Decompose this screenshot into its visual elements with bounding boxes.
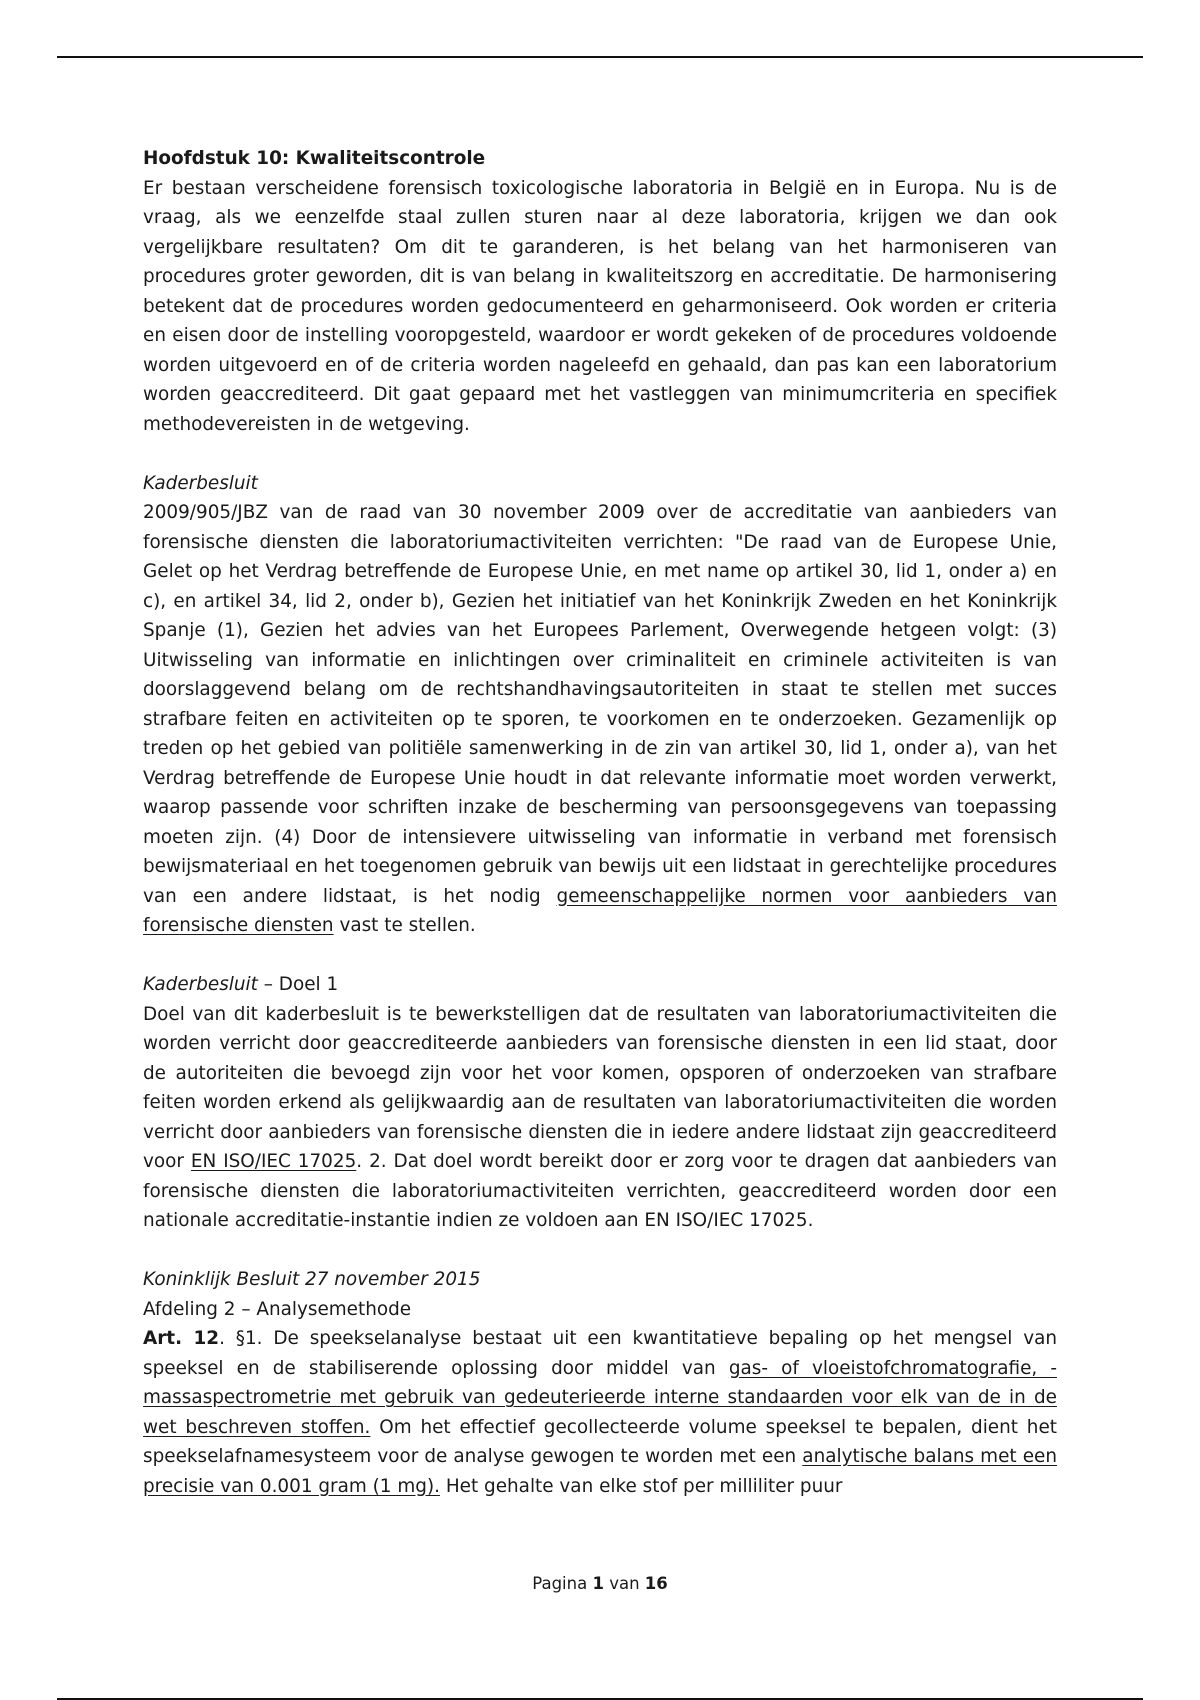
kaderbesluit-paragraph	[143, 498, 1057, 941]
kb-text-c: Het gehalte van elke stof per milliliter puur	[445, 1475, 843, 1497]
kb-text-a: . §1. De speekselanalyse bestaat uit een kwantitatieve bepaling op het mengsel van speeksel en de stabiliserende oplossing door middel van	[143, 1328, 1058, 1379]
kb-text-b: Om het effectief gecollecteerde volume speeksel te bepalen, dient het speekselafnamesysteem voor de analyse gewogen te worden met een	[143, 1416, 1057, 1467]
kb-article-paragraph	[143, 1324, 1057, 1501]
kb-underlined-2: analytische balans met een precisie van 0.001 gram (1 mg).	[143, 1446, 1057, 1497]
page-footer	[0, 1574, 1200, 1593]
footer-current-page: 1	[592, 1574, 604, 1593]
kaderbesluit-body: 2009/905/JBZ van de raad van 30 november 2009 over de accreditatie van aanbieders van forensische diensten die laboratoriumactiviteiten verrichten: "De raad van de Europese Unie, Gelet op het Verdrag betreffende de Europese Unie, en met name op artikel 30, lid 1, onder a) en c), en artikel 34, lid 2, onder b), Gezien het initiatief van het Koninkrijk Zweden en het Koninkrijk Spanje (1), Gezien het advies van het Europees Parlement, Overwegende hetgeen volgt: (3) Uitwisseling van informatie en inlichtingen over criminaliteit en criminele activiteiten is van doorslaggevend belang om de rechtshandhavingsautoriteiten in staat te stellen met succes strafbare feiten en activiteiten op te sporen, te voorkomen en te onderzoeken. Gezamenlijk op treden op het gebied van politiële samenwerking in de zin van artikel 30, lid 1, onder a), van het Verdrag betreffende de Europese Unie houdt in dat relevante informatie moet worden verwerkt, waarop passende voor schriften inzake de bescherming van persoonsgegevens van toepassing moeten zijn. (4) Door de intensievere uitwisseling van informatie in verband met forensisch bewijsmateriaal en het toegenomen gebruik van bewijs uit een lidstaat in gerechtelijke procedures van een andere lidstaat, is het nodig	[143, 502, 1057, 907]
intro-paragraph: Er bestaan verscheidene forensisch toxicologische laboratoria in België en in Europa. Nu is de vraag, als we eenzelfde staal zullen sturen naar al deze laboratoria, krijgen we dan ook vergelijkbare resultaten? Om dit te garanderen, is het belang van het harmoniseren van procedures groter geworden, dit is van belang in kwaliteitszorg en accreditatie. De harmonisering betekent dat de procedures worden gedocumenteerd en geharmoniseerd. Ook worden er criteria en eisen door de instelling vooropgesteld, waardoor er wordt gekeken of de procedures voldoende worden uitgevoerd en of de criteria worden nageleefd en gehaald, dan pas kan een laboratorium worden geaccrediteerd. Dit gaat gepaard met het vastleggen van minimumcriteria en specifiek methodevereisten in de wetgeving.	[143, 177, 1057, 435]
doel-heading-rest: – Doel 1	[257, 974, 339, 995]
footer-word-page: Pagina	[532, 1574, 588, 1593]
doel-heading-italic: Kaderbesluit	[143, 974, 258, 995]
chapter-title: Hoofdstuk 10: Kwaliteitscontrole	[143, 148, 486, 169]
footer-total-pages: 16	[644, 1574, 668, 1593]
doel-underlined: EN ISO/IEC 17025	[190, 1151, 357, 1172]
document-body	[143, 144, 1057, 1501]
doel-body-a: Doel van dit kaderbesluit is te bewerkstelligen dat de resultaten van laboratoriumactiviteiten die worden verricht door geaccrediteerde aanbieders van forensische diensten in een lid staat, door de autoriteiten die bevoegd zijn voor het voor komen, opsporen of onderzoeken van strafbare feiten worden erkend als gelijkwaardig aan de resultaten van laboratoriumactiviteiten die worden verricht door aanbieders van forensische diensten die in iedere andere lidstaat zijn geaccrediteerd voor	[143, 1003, 1057, 1172]
kb-article-label: Art. 12	[143, 1328, 220, 1349]
kaderbesluit-end: vast te stellen.	[339, 915, 476, 936]
kb-heading	[143, 1265, 1057, 1295]
kb-underlined-1: gas- of vloeistofchromatografie, -massaspectrometrie met gebruik van gedeuterieerde interne standaarden voor elk van de in de wet beschreven stoffen.	[143, 1357, 1057, 1438]
doel-paragraph	[143, 1000, 1057, 1236]
header-rule	[57, 56, 1143, 58]
doel-heading	[143, 970, 1057, 1000]
kaderbesluit-heading	[143, 469, 1057, 499]
kaderbesluit-heading-text: Kaderbesluit	[143, 472, 258, 494]
footer-word-of: van	[609, 1574, 640, 1593]
doel-body-b: . 2. Dat doel wordt bereikt door er zorg voor te dragen dat aanbieders van forensische diensten die laboratoriumactiviteiten verrichten, geaccrediteerd worden door een nationale accreditatie-instantie indien ze voldoen aan EN ISO/IEC 17025.	[143, 1151, 1057, 1231]
kb-heading-text: Koninklijk Besluit 27 november 2015	[143, 1269, 481, 1290]
kaderbesluit-underlined: gemeenschappelijke normen voor aanbieders van forensische diensten	[143, 885, 1057, 936]
kb-subheading: Afdeling 2 – Analysemethode	[143, 1298, 412, 1320]
